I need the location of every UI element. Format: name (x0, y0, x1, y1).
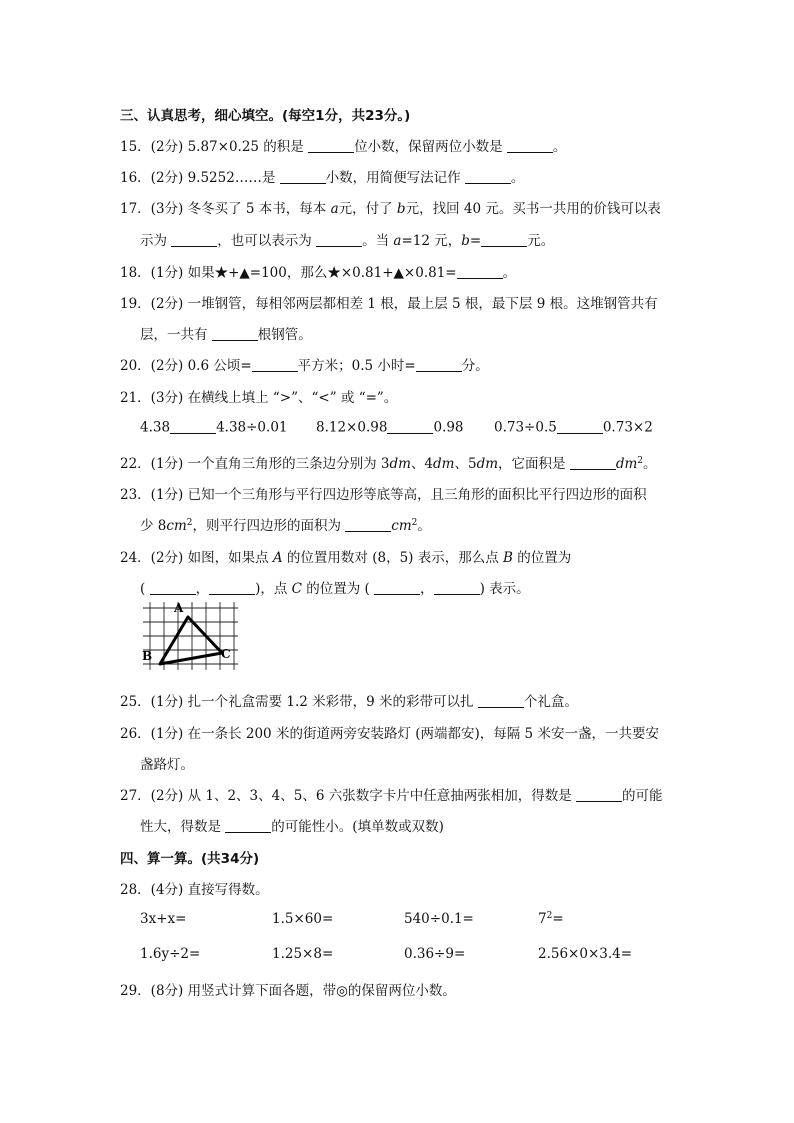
answer-blank[interactable] (478, 694, 524, 709)
section-three-title: 三、认真思考，细心填空。(每空1分，共23分。) (120, 108, 411, 124)
calc-item: 1.5×60= (272, 911, 334, 927)
question-29: 29．(8分) 用竖式计算下面各题，带◎的保留两位小数。 (120, 983, 456, 999)
question-23-line2: 少 $8cm^2$，则平行四边形的面积为 $cm^2$。 (140, 518, 431, 534)
question-24-line2: ( ， )，点 C 的位置为 ( ， ) 表示。 (140, 581, 530, 597)
question-16: 16．(2分) 9.5252……是 小数，用简便写法记作 。 (120, 170, 525, 186)
question-22: 22．(1分) 一个直角三角形的三条边分别为 3dm、4dm、5dm，它面积是 $dm^2$。 (120, 456, 657, 472)
answer-blank[interactable] (280, 170, 326, 185)
question-27-line1: 27．(2分) 从 1、2、3、4、5、6 六张数字卡片中任意抽两张相加，得数是 的可能 (120, 788, 663, 804)
calc-item: 1.6y÷2= (140, 946, 201, 962)
answer-blank[interactable] (507, 139, 553, 154)
question-17-line2: 示为 ，也可以表示为 。当 a=12 元，b= 元。 (140, 233, 555, 249)
answer-blank[interactable] (465, 170, 511, 185)
calc-item: 540÷0.1= (404, 911, 474, 927)
triangle-abc (160, 617, 222, 664)
calc-item: 0.36÷9= (404, 946, 466, 962)
question-27-line2: 性大，得数是 的可能性小。(填单数或双数) (140, 819, 444, 835)
calc-item: 2.56×0×3.4= (538, 946, 633, 962)
answer-blank[interactable] (209, 581, 255, 596)
compare-blank[interactable] (557, 419, 603, 434)
question-20: 20．(2分) 0.6 公顷= 平方米；0.5 小时= 分。 (120, 358, 489, 374)
question-17-line1: 17．(3分) 冬冬买了 5 本书，每本 a元，付了 b元，找回 40 元。买书一共用的价钱可以表 (120, 201, 661, 217)
calc-item: 3x+x= (140, 911, 187, 927)
question-25: 25．(1分) 扎一个礼盒需要 1.2 米彩带，9 米的彩带可以扎 个礼盒。 (120, 694, 578, 710)
compare-item-2: 8.12×0.98 0.98 (316, 419, 464, 436)
question-24-line1: 24．(2分) 如图，如果点 A 的位置用数对 (8，5) 表示，那么点 B 的位置为 (120, 550, 572, 566)
compare-blank[interactable] (387, 419, 433, 434)
question-19-line2: 层，一共有 根钢管。 (140, 327, 312, 343)
question-15: 15．(2分) 5.87×0.25 的积是 位小数，保留两位小数是 。 (120, 139, 567, 155)
answer-blank[interactable] (212, 327, 258, 342)
calc-item: 1.25×8= (272, 946, 334, 962)
question-21: 21．(3分) 在横线上填上 “>”、“<” 或 “=”。 (120, 390, 398, 406)
answer-blank[interactable] (150, 581, 196, 596)
question-19-line1: 19．(2分) 一堆钢管，每相邻两层都相差 1 根，最上层 5 根，最下层 9 根。这堆钢管共有 (120, 296, 658, 312)
answer-blank[interactable] (416, 358, 462, 373)
point-c-label: C (221, 647, 231, 661)
compare-blank[interactable] (170, 419, 216, 434)
question-26-line2: 盏路灯。 (140, 757, 194, 773)
question-26-line1: 26．(1分) 在一条长 200 米的街道两旁安装路灯 (两端都安)，每隔 5 米安一盏，一共要安 (120, 726, 659, 742)
question-23-line1: 23．(1分) 已知一个三角形与平行四边形等底等高，且三角形的面积比平行四边形的面积 (120, 487, 647, 503)
question-28: 28．(4分) 直接写得数。 (120, 882, 269, 898)
answer-blank[interactable] (225, 819, 271, 834)
answer-blank[interactable] (252, 358, 298, 373)
answer-blank[interactable] (316, 233, 362, 248)
question-18: 18．(1分) 如果★+▲=100，那么★×0.81+▲×0.81= 。 (120, 265, 517, 281)
answer-blank[interactable] (576, 788, 622, 803)
answer-blank[interactable] (481, 233, 527, 248)
calc-item: $7^2=$ (538, 911, 564, 927)
answer-blank[interactable] (457, 265, 503, 280)
point-a-label: A (174, 601, 184, 615)
answer-blank[interactable] (374, 581, 420, 596)
section-four-title: 四、算一算。(共34分) (120, 851, 260, 867)
answer-blank[interactable] (434, 581, 480, 596)
answer-blank[interactable] (171, 233, 217, 248)
answer-blank[interactable] (570, 456, 616, 471)
point-b-label: B (142, 649, 153, 663)
answer-blank[interactable] (345, 518, 391, 533)
compare-item-1: 4.38 4.38÷0.01 (140, 419, 288, 436)
answer-blank[interactable] (308, 139, 354, 154)
coordinate-grid-figure (138, 600, 238, 670)
compare-item-3: 0.73÷0.5 0.73×2 (494, 419, 653, 436)
